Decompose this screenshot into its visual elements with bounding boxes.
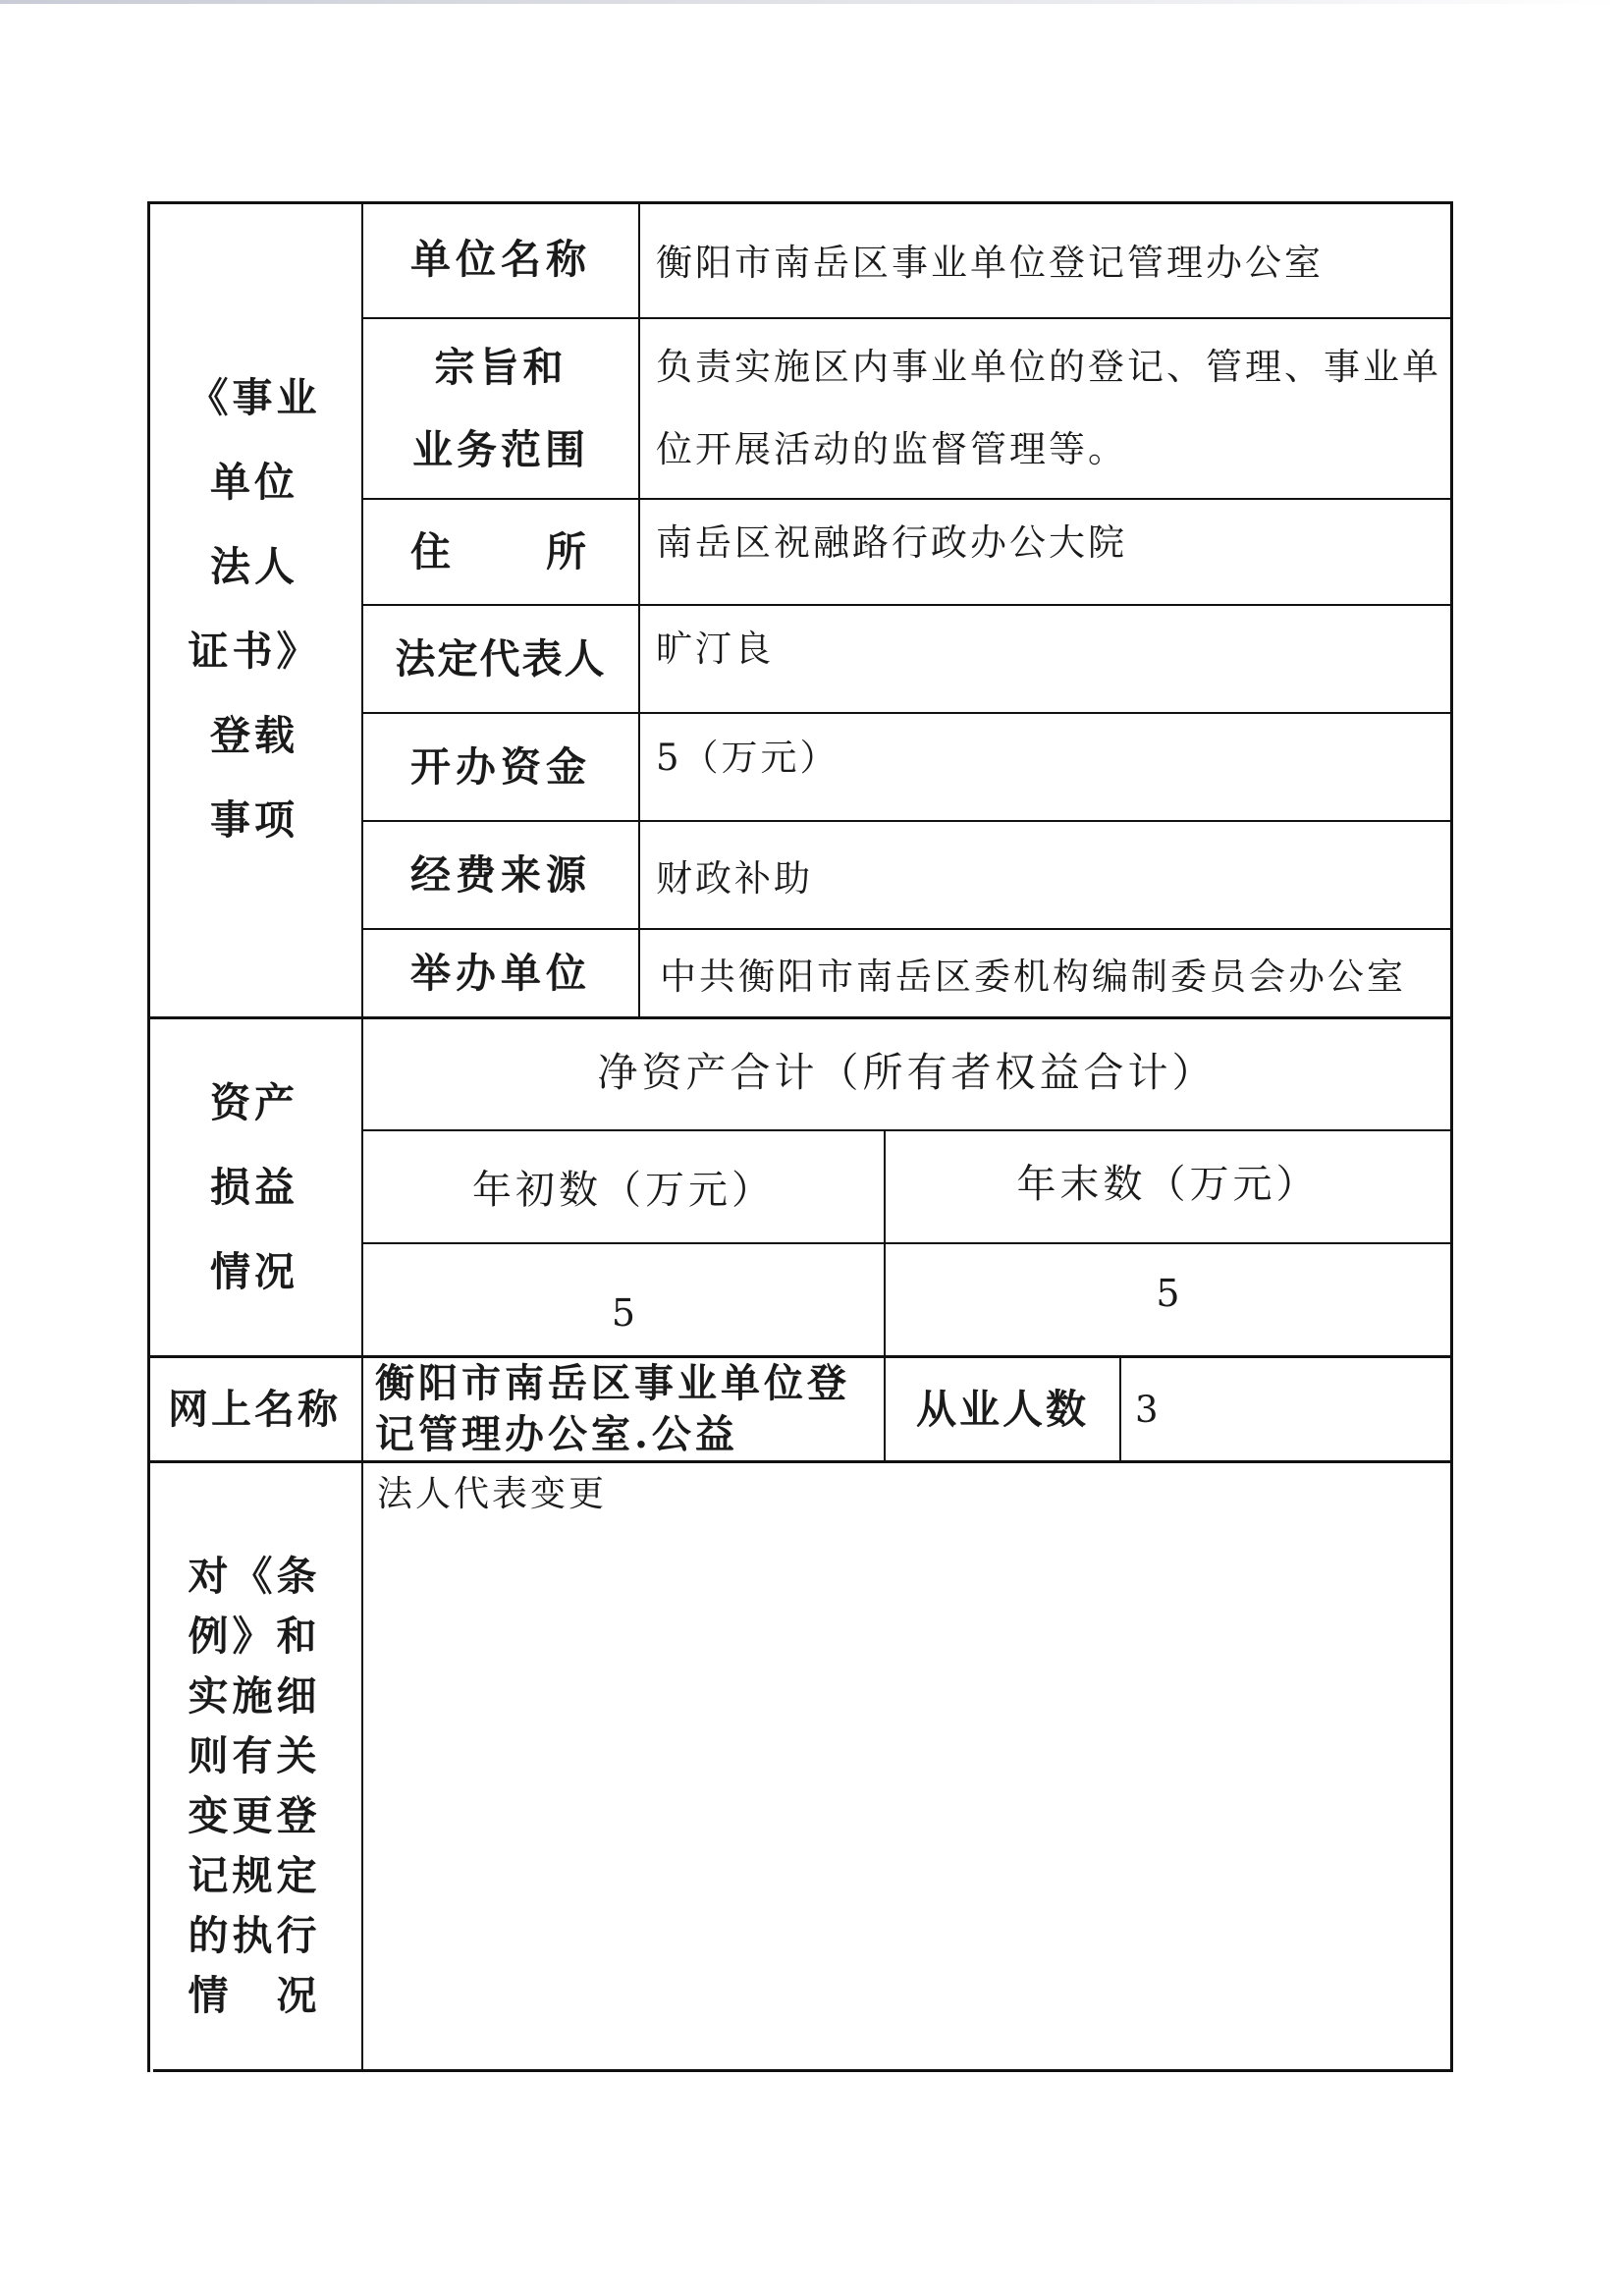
section-changes-line-6: 记规定 — [188, 1851, 321, 1899]
section-changes-line-5: 变更登 — [188, 1791, 321, 1839]
funding-label: 经费来源 — [410, 851, 591, 899]
assets-end-label: 年末数（万元） — [1016, 1161, 1320, 1207]
changes-content: 法人代表变更 — [377, 1474, 608, 1514]
unit-name-label: 单位名称 — [410, 236, 591, 283]
online-name-value-line-2: 记管理办公室.公益 — [375, 1411, 738, 1457]
section-changes-line-8: 情 况 — [188, 1971, 321, 2019]
online-name-value — [363, 1358, 884, 1460]
purpose-label-line-1: 宗旨和 — [434, 344, 568, 391]
section-registration-line-6: 事项 — [210, 796, 298, 844]
section-registration-line-1: 《事业 — [188, 374, 321, 421]
legal-rep-label: 法定代表人 — [395, 635, 607, 683]
address-label: 住 所 — [410, 528, 591, 575]
registration-form-table — [147, 201, 1453, 2072]
staff-count-value: 3 — [1135, 1388, 1162, 1431]
section-assets-title — [147, 1019, 361, 1355]
border-bottom — [153, 2069, 1453, 2072]
section-registration-line-5: 登载 — [210, 712, 298, 759]
address-value: 南岳区祝融路行政办公大院 — [656, 521, 1127, 564]
section-changes-line-2: 例》和 — [188, 1612, 321, 1660]
section-assets-line-2: 损益 — [210, 1164, 298, 1211]
section-changes-line-3: 实施细 — [188, 1671, 321, 1720]
assets-end-value: 5 — [1156, 1272, 1180, 1315]
sponsor-label: 举办单位 — [410, 950, 591, 997]
section-assets-line-3: 情况 — [210, 1248, 298, 1295]
purpose-value-line-2: 位开展活动的监督管理等。 — [656, 428, 1127, 470]
section-changes-line-4: 则有关 — [188, 1731, 321, 1779]
legal-rep-value: 旷汀良 — [656, 628, 774, 670]
purpose-value — [640, 319, 1450, 498]
purpose-label — [363, 319, 638, 498]
section-changes-title — [147, 1463, 361, 2069]
funding-value: 财政补助 — [656, 857, 813, 900]
section-changes-line-1: 对《条 — [188, 1552, 321, 1600]
online-name-value-line-1: 衡阳市南岳区事业单位登 — [375, 1360, 850, 1406]
section-registration-line-2: 单位 — [210, 459, 298, 506]
scan-edge — [0, 0, 1624, 4]
section-assets-line-1: 资产 — [210, 1079, 298, 1126]
assets-begin-label: 年初数（万元） — [472, 1168, 775, 1213]
capital-label: 开办资金 — [410, 743, 591, 791]
section-registration-line-4: 证书》 — [188, 628, 321, 675]
section-registration-title — [147, 201, 361, 1016]
section-registration-line-3: 法人 — [210, 543, 298, 590]
capital-value: 5（万元） — [656, 737, 839, 779]
staff-count-label: 从业人数 — [916, 1386, 1089, 1433]
border-right — [1450, 201, 1453, 2072]
purpose-value-line-1: 负责实施区内事业单位的登记、管理、事业单 — [656, 346, 1441, 388]
assets-header: 净资产合计（所有者权益合计） — [597, 1048, 1217, 1096]
unit-name-value: 衡阳市南岳区事业单位登记管理办公室 — [656, 242, 1324, 284]
assets-begin-value: 5 — [611, 1290, 636, 1335]
sponsor-value: 中共衡阳市南岳区委机构编制委员会办公室 — [660, 956, 1406, 998]
online-name-label: 网上名称 — [168, 1386, 341, 1433]
purpose-label-line-2: 业务范围 — [412, 426, 589, 473]
section-changes-line-7: 的执行 — [188, 1911, 321, 1959]
